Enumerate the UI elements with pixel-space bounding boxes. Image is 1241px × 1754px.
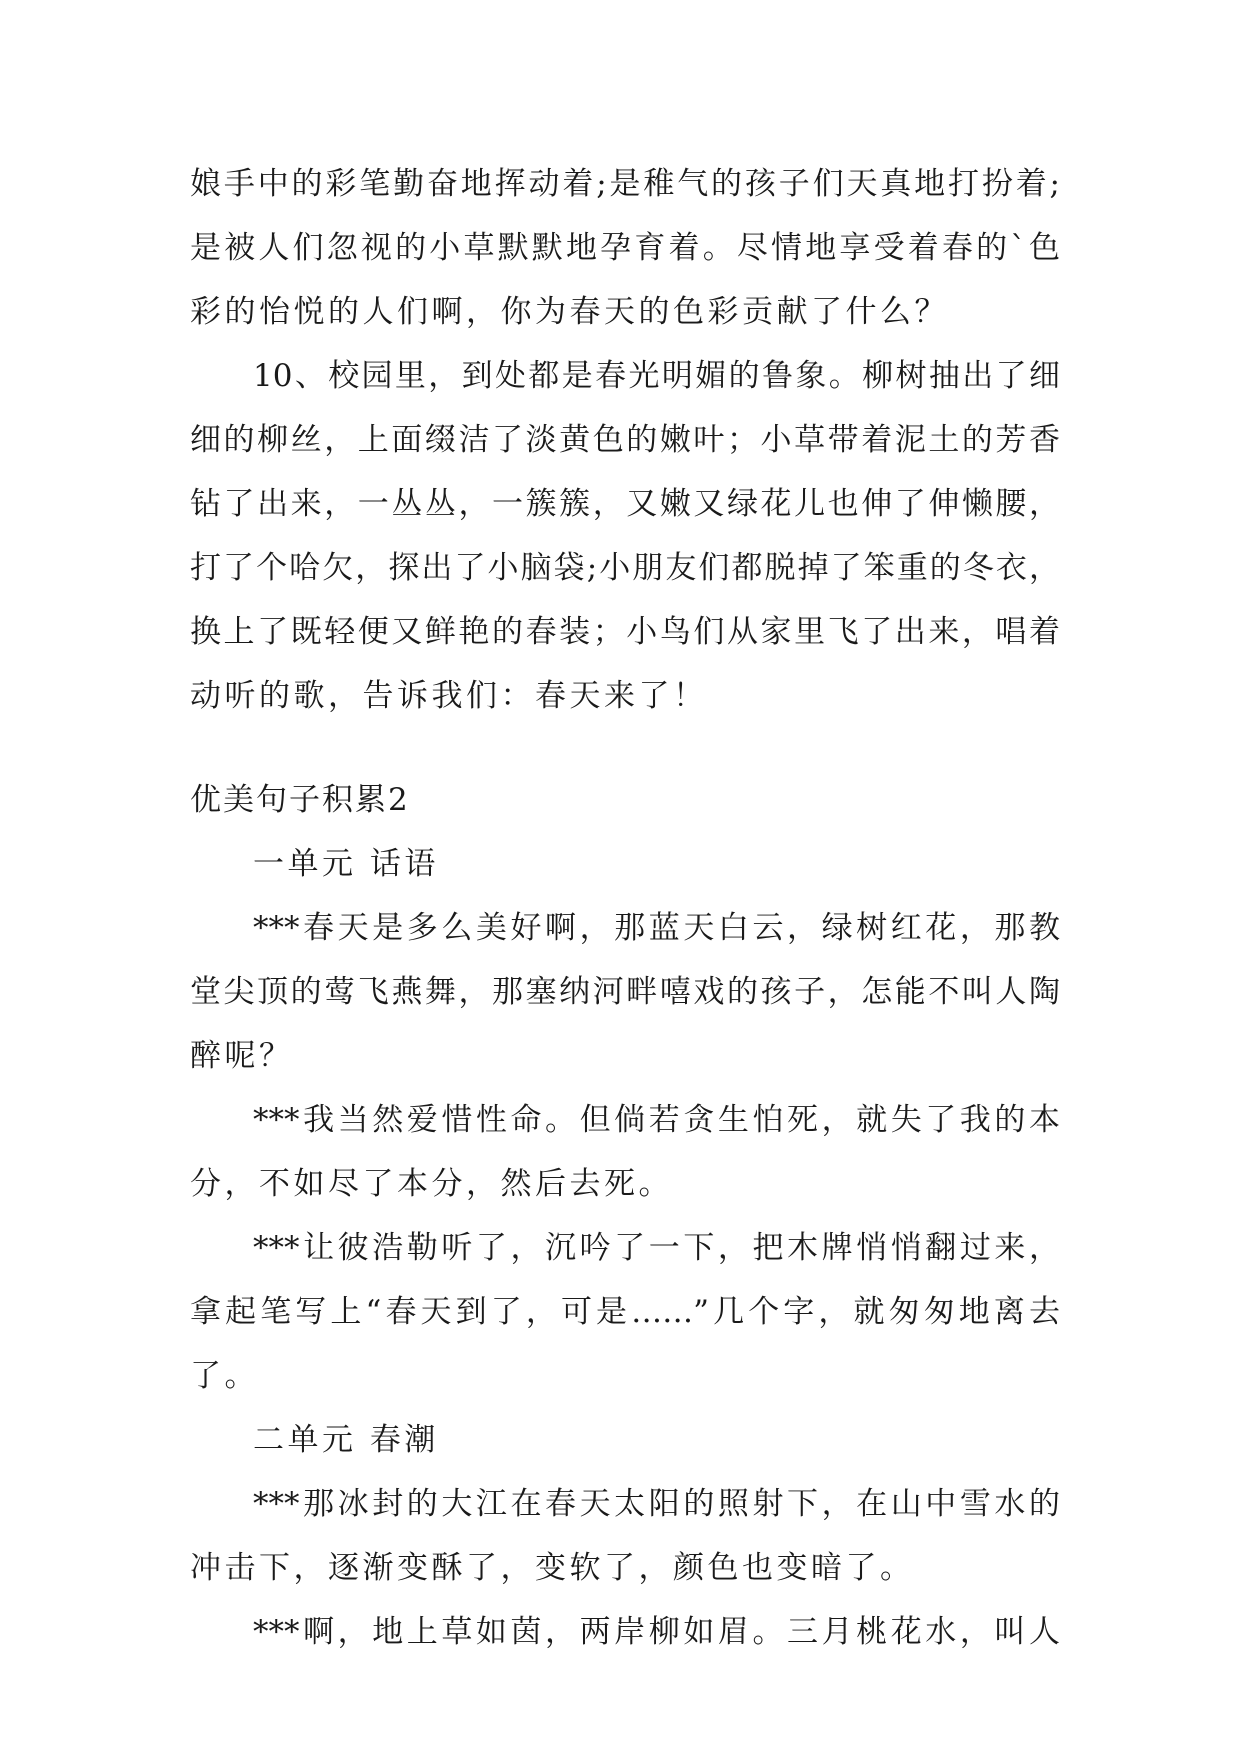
text-line: 醉呢？ xyxy=(190,1038,294,1074)
text-line: 钻了出来，一丛丛，一簇簇，又嫩又绿花儿也伸了伸懒腰， xyxy=(190,486,1060,522)
text-line: 细的柳丝，上面缀洁了淡黄色的嫩叶；小草带着泥土的芳香 xyxy=(190,422,1060,458)
text-line: 娘手中的彩笔勤奋地挥动着;是稚气的孩子们天真地打扮着; xyxy=(190,166,1060,202)
text-line: 打了个哈欠，探出了小脑袋;小朋友们都脱掉了笨重的冬衣， xyxy=(190,550,1060,586)
text-line: 拿起笔写上“春天到了，可是……”几个字，就匆匆地离去 xyxy=(190,1294,1060,1330)
text-line: 了。 xyxy=(190,1358,259,1394)
text-line: 堂尖顶的莺飞燕舞，那塞纳河畔嘻戏的孩子，怎能不叫人陶 xyxy=(190,974,1060,1010)
section-heading: 优美句子积累2 xyxy=(190,782,410,818)
text-line: ***让彼浩勒听了，沉吟了一下，把木牌悄悄翻过来， xyxy=(253,1230,1060,1266)
text-line: ***啊，地上草如茵，两岸柳如眉。三月桃花水，叫人 xyxy=(253,1614,1060,1650)
text-line: ***春天是多么美好啊，那蓝天白云，绿树红花，那教 xyxy=(253,910,1060,946)
text-line: 换上了既轻便又鲜艳的春装；小鸟们从家里飞了出来，唱着 xyxy=(190,614,1060,650)
unit-heading: 一单元 话语 xyxy=(253,846,439,882)
text-line: 是被人们忽视的小草默默地孕育着。尽情地享受着春的`色 xyxy=(190,230,1060,266)
text-line: 彩的怡悦的人们啊，你为春天的色彩贡献了什么？ xyxy=(190,294,949,330)
text-line: ***我当然爱惜性命。但倘若贪生怕死，就失了我的本 xyxy=(253,1102,1060,1138)
text-line: ***那冰封的大江在春天太阳的照射下，在山中雪水的 xyxy=(253,1486,1060,1522)
unit-heading: 二单元 春潮 xyxy=(253,1422,439,1458)
text-line: 冲击下，逐渐变酥了，变软了，颜色也变暗了。 xyxy=(190,1550,915,1586)
paragraph-10-line: 10、校园里，到处都是春光明媚的鲁象。柳树抽出了细 xyxy=(253,358,1060,394)
text-line: 分，不如尽了本分，然后去死。 xyxy=(190,1166,673,1202)
text-line: 动听的歌，告诉我们：春天来了！ xyxy=(190,678,708,714)
